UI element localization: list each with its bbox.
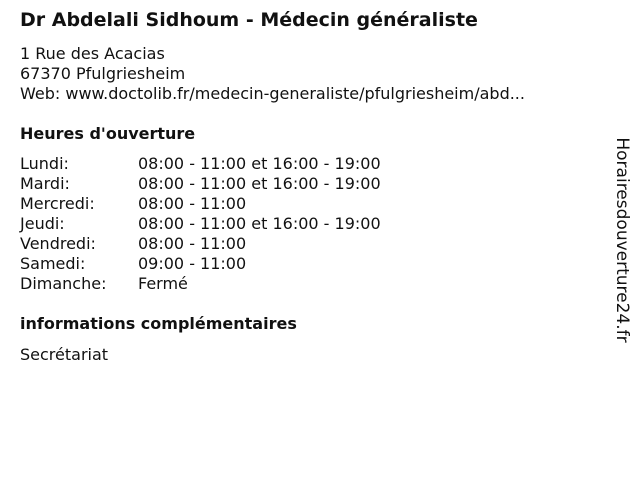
website-link[interactable]: Web: www.doctolib.fr/medecin-generaliste/pfulgriesheim/abd... [20, 84, 525, 103]
time-value: 08:00 - 11:00 [138, 194, 247, 213]
site-watermark: Horairesdouverture24.fr [612, 137, 632, 343]
address-city: 67370 Pfulgriesheim [20, 64, 186, 83]
time-value: 09:00 - 11:00 [138, 254, 247, 273]
day-label: Vendredi: [20, 234, 96, 253]
day-label: Lundi: [20, 154, 69, 173]
time-value: 08:00 - 11:00 et 16:00 - 19:00 [138, 154, 381, 173]
address-street: 1 Rue des Acacias [20, 44, 165, 63]
day-label: Samedi: [20, 254, 86, 273]
opening-hours-heading: Heures d'ouverture [20, 124, 196, 143]
time-value: Fermé [138, 274, 188, 293]
additional-info-heading: informations complémentaires [20, 314, 297, 333]
day-label: Mercredi: [20, 194, 95, 213]
page-title: Dr Abdelali Sidhoum - Médecin généraliste [20, 9, 478, 31]
time-value: 08:00 - 11:00 et 16:00 - 19:00 [138, 174, 381, 193]
time-value: 08:00 - 11:00 [138, 234, 247, 253]
day-label: Mardi: [20, 174, 70, 193]
time-value: 08:00 - 11:00 et 16:00 - 19:00 [138, 214, 381, 233]
additional-info-text: Secrétariat [20, 345, 109, 364]
day-label: Dimanche: [20, 274, 107, 293]
day-label: Jeudi: [20, 214, 65, 233]
